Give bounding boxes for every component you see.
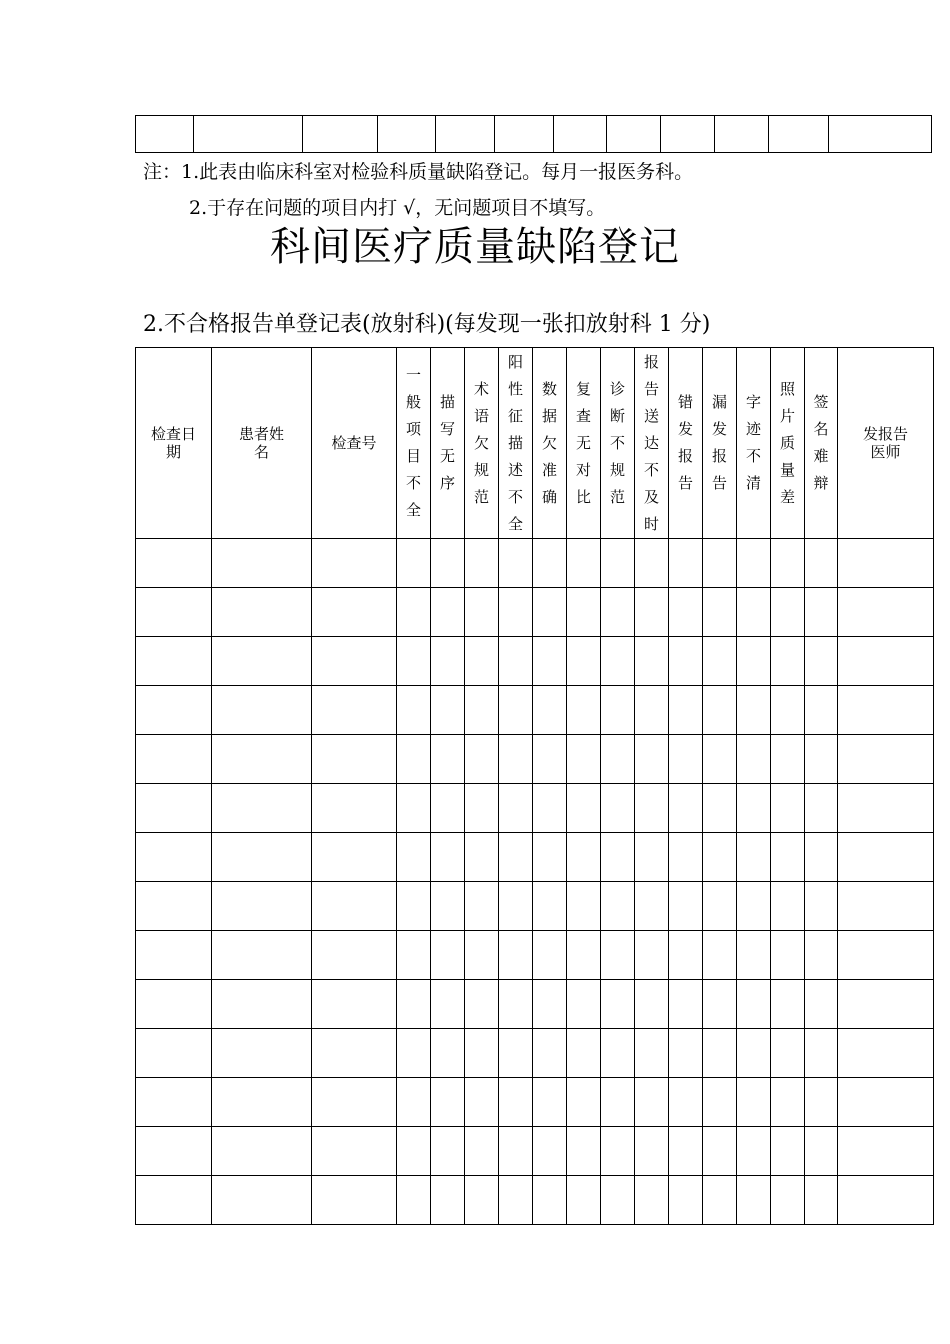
col-header-description-disordered: 描写无序 <box>431 348 465 539</box>
defect-register-table <box>135 347 934 1225</box>
table-cell[interactable] <box>805 1078 838 1127</box>
table-cell[interactable] <box>533 539 567 588</box>
table-cell[interactable] <box>669 784 703 833</box>
table-row <box>136 116 932 153</box>
table-cell[interactable] <box>533 833 567 882</box>
table-cell[interactable] <box>397 784 431 833</box>
table-cell[interactable] <box>136 735 212 784</box>
table-cell[interactable] <box>499 686 533 735</box>
col-header-diagnosis-nonstandard: 诊断不规范 <box>601 348 635 539</box>
table-cell[interactable] <box>669 686 703 735</box>
table-cell[interactable] <box>533 735 567 784</box>
table-cell[interactable] <box>703 735 737 784</box>
note-line-1: 注：1.此表由临床科室对检验科质量缺陷登记。每月一报医务科。 <box>143 161 694 183</box>
table-row <box>136 539 934 588</box>
table-cell[interactable] <box>805 539 838 588</box>
table-cell[interactable] <box>397 1029 431 1078</box>
table-cell[interactable] <box>212 1078 312 1127</box>
table-cell[interactable] <box>465 637 499 686</box>
table-cell[interactable] <box>312 931 397 980</box>
table-cell[interactable] <box>567 833 601 882</box>
table-cell[interactable] <box>771 980 805 1029</box>
table-cell[interactable] <box>669 1127 703 1176</box>
table-cell[interactable] <box>771 784 805 833</box>
col-header-patient-name: 患者姓名 <box>212 348 312 539</box>
table-cell[interactable] <box>212 686 312 735</box>
table-row <box>136 735 934 784</box>
table-cell[interactable] <box>212 833 312 882</box>
table-cell[interactable] <box>499 637 533 686</box>
table-cell[interactable] <box>533 1029 567 1078</box>
table-cell[interactable] <box>703 882 737 931</box>
table-cell[interactable] <box>397 588 431 637</box>
table-cell[interactable] <box>397 882 431 931</box>
table-cell[interactable] <box>212 1127 312 1176</box>
table-cell[interactable] <box>601 882 635 931</box>
col-header-data-inaccurate: 数据欠准确 <box>533 348 567 539</box>
previous-table-fragment <box>135 115 932 153</box>
table-cell[interactable] <box>635 1127 669 1176</box>
table-row <box>136 882 934 931</box>
table-cell[interactable] <box>635 833 669 882</box>
page-title: 科间医疗质量缺陷登记 <box>270 224 680 270</box>
table-cell[interactable] <box>771 637 805 686</box>
table-cell[interactable] <box>838 1078 934 1127</box>
table-cell[interactable] <box>136 980 212 1029</box>
table-cell[interactable] <box>601 1127 635 1176</box>
col-header-report-missed: 漏发报告 <box>703 348 737 539</box>
table-cell[interactable] <box>499 784 533 833</box>
table-cell[interactable] <box>499 1029 533 1078</box>
table-cell[interactable] <box>771 882 805 931</box>
table-cell[interactable] <box>805 882 838 931</box>
table-row <box>136 637 934 686</box>
table-cell[interactable] <box>431 931 465 980</box>
table-cell[interactable] <box>533 1127 567 1176</box>
table-cell[interactable] <box>635 1029 669 1078</box>
table-cell[interactable] <box>805 588 838 637</box>
table-cell[interactable] <box>737 784 771 833</box>
table-cell[interactable] <box>312 980 397 1029</box>
table-cell[interactable] <box>312 539 397 588</box>
table-cell[interactable] <box>465 882 499 931</box>
table-row <box>136 1176 934 1225</box>
table-cell[interactable] <box>703 833 737 882</box>
table-cell[interactable] <box>567 980 601 1029</box>
table-cell[interactable] <box>771 833 805 882</box>
table-cell[interactable] <box>838 784 934 833</box>
table-cell[interactable] <box>533 637 567 686</box>
table-cell[interactable] <box>635 1176 669 1225</box>
table-cell[interactable] <box>533 686 567 735</box>
table-cell[interactable] <box>567 637 601 686</box>
table-cell[interactable] <box>567 784 601 833</box>
table-cell[interactable] <box>669 833 703 882</box>
table-cell[interactable] <box>737 1127 771 1176</box>
table-cell[interactable] <box>601 686 635 735</box>
col-header-positive-signs-incomplete: 阳性征描述不全 <box>499 348 533 539</box>
table-cell[interactable] <box>669 980 703 1029</box>
table-cell[interactable] <box>669 931 703 980</box>
table-row <box>136 833 934 882</box>
note-line-2: 2.于存在问题的项目内打 √，无问题项目不填写。 <box>189 197 606 219</box>
table-cell[interactable] <box>499 1127 533 1176</box>
table-cell[interactable] <box>533 784 567 833</box>
table-cell[interactable] <box>703 980 737 1029</box>
table-cell[interactable] <box>431 686 465 735</box>
table-cell[interactable] <box>635 784 669 833</box>
table-cell[interactable] <box>212 931 312 980</box>
table-cell[interactable] <box>136 833 212 882</box>
table-cell[interactable] <box>465 833 499 882</box>
table-cell[interactable] <box>635 588 669 637</box>
table-cell[interactable] <box>465 588 499 637</box>
table-cell[interactable] <box>465 1078 499 1127</box>
table-cell[interactable] <box>499 980 533 1029</box>
table-cell[interactable] <box>805 1029 838 1078</box>
table-cell[interactable] <box>703 637 737 686</box>
table-cell[interactable] <box>312 637 397 686</box>
table-cell[interactable] <box>635 686 669 735</box>
table-cell[interactable] <box>312 833 397 882</box>
table-cell[interactable] <box>136 1078 212 1127</box>
table-cell[interactable] <box>465 1176 499 1225</box>
col-header-terminology-nonstandard: 术语欠规范 <box>465 348 499 539</box>
table-cell[interactable] <box>533 588 567 637</box>
table-cell[interactable] <box>533 980 567 1029</box>
table-cell[interactable] <box>136 1127 212 1176</box>
table-cell[interactable] <box>703 1029 737 1078</box>
table-cell[interactable] <box>212 735 312 784</box>
table-cell[interactable] <box>212 539 312 588</box>
header-row <box>136 348 934 539</box>
table-row <box>136 784 934 833</box>
table-cell[interactable] <box>703 784 737 833</box>
table-cell[interactable] <box>397 931 431 980</box>
table-cell[interactable] <box>703 539 737 588</box>
table-cell[interactable] <box>397 637 431 686</box>
table-cell[interactable] <box>567 1127 601 1176</box>
table-cell[interactable] <box>397 1078 431 1127</box>
table-cell[interactable] <box>567 735 601 784</box>
table-cell[interactable] <box>499 1078 533 1127</box>
table-cell[interactable] <box>669 637 703 686</box>
table-cell[interactable] <box>136 1029 212 1078</box>
table-cell[interactable] <box>136 882 212 931</box>
table-cell[interactable] <box>431 784 465 833</box>
table-cell[interactable] <box>635 931 669 980</box>
table-cell[interactable] <box>669 1029 703 1078</box>
table-cell[interactable] <box>805 833 838 882</box>
table-cell[interactable] <box>601 1078 635 1127</box>
table-cell[interactable] <box>805 686 838 735</box>
table-cell[interactable] <box>737 539 771 588</box>
table-cell[interactable] <box>838 637 934 686</box>
table-cell[interactable] <box>431 1029 465 1078</box>
table-cell[interactable] <box>601 833 635 882</box>
table-cell[interactable] <box>499 735 533 784</box>
table-cell[interactable] <box>703 686 737 735</box>
table-cell[interactable] <box>771 686 805 735</box>
table-cell[interactable] <box>567 1029 601 1078</box>
table-cell[interactable] <box>499 931 533 980</box>
table-cell[interactable] <box>771 539 805 588</box>
table-cell[interactable] <box>136 539 212 588</box>
table-cell[interactable] <box>465 686 499 735</box>
table-cell[interactable] <box>601 931 635 980</box>
table-row <box>136 1078 934 1127</box>
table-cell[interactable] <box>567 882 601 931</box>
table-cell[interactable] <box>805 784 838 833</box>
table-cell[interactable] <box>312 1176 397 1225</box>
table-cell[interactable] <box>567 1176 601 1225</box>
table-cell[interactable] <box>669 882 703 931</box>
table-cell[interactable] <box>601 1176 635 1225</box>
table-cell[interactable] <box>465 931 499 980</box>
table-cell[interactable] <box>601 784 635 833</box>
table-cell[interactable] <box>431 980 465 1029</box>
table-cell[interactable] <box>838 1127 934 1176</box>
table-cell[interactable] <box>397 539 431 588</box>
table-cell[interactable] <box>533 882 567 931</box>
table-cell[interactable] <box>771 588 805 637</box>
table-cell[interactable] <box>465 1029 499 1078</box>
table-cell[interactable] <box>703 1176 737 1225</box>
table-cell[interactable] <box>431 735 465 784</box>
table-cell[interactable] <box>771 1078 805 1127</box>
table-cell[interactable] <box>431 833 465 882</box>
table-cell[interactable] <box>737 686 771 735</box>
table-cell[interactable] <box>737 1029 771 1078</box>
table-cell[interactable] <box>601 1029 635 1078</box>
table-cell[interactable] <box>136 637 212 686</box>
table-cell[interactable] <box>212 1029 312 1078</box>
table-cell[interactable] <box>312 588 397 637</box>
table-cell[interactable] <box>312 882 397 931</box>
table-cell[interactable] <box>533 1176 567 1225</box>
table-cell[interactable] <box>465 1127 499 1176</box>
table-cell[interactable] <box>312 1127 397 1176</box>
table-cell[interactable] <box>805 1127 838 1176</box>
table-cell[interactable] <box>805 980 838 1029</box>
table-cell[interactable] <box>567 931 601 980</box>
col-header-recheck-no-comparison: 复查无对比 <box>567 348 601 539</box>
table-cell[interactable] <box>431 637 465 686</box>
table-cell[interactable] <box>431 1176 465 1225</box>
table-cell[interactable] <box>771 735 805 784</box>
table-cell[interactable] <box>397 980 431 1029</box>
table-cell[interactable] <box>737 833 771 882</box>
table-cell[interactable] <box>737 637 771 686</box>
table-cell[interactable] <box>397 1127 431 1176</box>
table-cell[interactable] <box>635 735 669 784</box>
table-row <box>136 1127 934 1176</box>
col-header-film-quality-poor: 照片质量差 <box>771 348 805 539</box>
table-cell[interactable] <box>136 686 212 735</box>
table-cell[interactable] <box>635 882 669 931</box>
table-cell[interactable] <box>465 784 499 833</box>
table-cell[interactable] <box>567 1078 601 1127</box>
table-row <box>136 588 934 637</box>
table-cell[interactable] <box>431 539 465 588</box>
table-cell[interactable] <box>397 686 431 735</box>
table-cell[interactable] <box>703 1078 737 1127</box>
table-row <box>136 686 934 735</box>
table-cell[interactable] <box>601 539 635 588</box>
table-cell[interactable] <box>669 588 703 637</box>
table-row <box>136 931 934 980</box>
table-cell[interactable] <box>567 686 601 735</box>
table-cell[interactable] <box>805 1176 838 1225</box>
col-header-report-delivery-late: 报告送达不及时 <box>635 348 669 539</box>
table-cell[interactable] <box>737 931 771 980</box>
table-cell[interactable] <box>601 588 635 637</box>
table-cell[interactable] <box>397 1176 431 1225</box>
table-cell[interactable] <box>771 1029 805 1078</box>
table-cell[interactable] <box>635 637 669 686</box>
table-cell[interactable] <box>601 735 635 784</box>
table-cell[interactable] <box>703 1127 737 1176</box>
table-cell[interactable] <box>838 588 934 637</box>
table-cell[interactable] <box>212 784 312 833</box>
table-cell[interactable] <box>669 1176 703 1225</box>
table-row <box>136 1029 934 1078</box>
table-cell[interactable] <box>212 980 312 1029</box>
table-cell[interactable] <box>499 833 533 882</box>
table-cell[interactable] <box>838 1176 934 1225</box>
table-cell[interactable] <box>838 539 934 588</box>
table-cell[interactable] <box>737 1176 771 1225</box>
table-cell[interactable] <box>397 735 431 784</box>
table-cell[interactable] <box>771 931 805 980</box>
table-cell[interactable] <box>838 833 934 882</box>
col-header-reporting-doctor: 发报告医师 <box>838 348 934 539</box>
table-cell[interactable] <box>212 1176 312 1225</box>
table-cell[interactable] <box>465 735 499 784</box>
table-cell[interactable] <box>533 1078 567 1127</box>
col-header-wrong-report-sent: 错发报告 <box>669 348 703 539</box>
table-cell[interactable] <box>838 686 934 735</box>
table-cell[interactable] <box>499 539 533 588</box>
table-cell[interactable] <box>838 931 934 980</box>
table-cell[interactable] <box>567 539 601 588</box>
col-header-signature-illegible: 签名难辩 <box>805 348 838 539</box>
table-cell[interactable] <box>838 882 934 931</box>
table-cell[interactable] <box>703 588 737 637</box>
table-cell[interactable] <box>431 1078 465 1127</box>
table-cell[interactable] <box>737 588 771 637</box>
table-cell[interactable] <box>465 980 499 1029</box>
table-cell[interactable] <box>737 980 771 1029</box>
table-cell[interactable] <box>737 735 771 784</box>
table-cell[interactable] <box>669 539 703 588</box>
table-cell[interactable] <box>805 931 838 980</box>
table-cell[interactable] <box>136 784 212 833</box>
table-cell[interactable] <box>567 588 601 637</box>
table-cell[interactable] <box>635 980 669 1029</box>
table-row <box>136 980 934 1029</box>
table-cell[interactable] <box>703 931 737 980</box>
col-header-handwriting-unclear: 字迹不清 <box>737 348 771 539</box>
table-cell[interactable] <box>771 1176 805 1225</box>
table-cell[interactable] <box>737 1078 771 1127</box>
table-cell[interactable] <box>312 1029 397 1078</box>
table-cell[interactable] <box>312 1078 397 1127</box>
table-cell[interactable] <box>312 686 397 735</box>
table-cell[interactable] <box>212 588 312 637</box>
table-cell[interactable] <box>737 882 771 931</box>
table-cell[interactable] <box>499 1176 533 1225</box>
table-cell[interactable] <box>212 637 312 686</box>
table-cell[interactable] <box>771 1127 805 1176</box>
col-header-exam-date: 检查日期 <box>136 348 212 539</box>
table-cell[interactable] <box>669 735 703 784</box>
table-cell[interactable] <box>635 539 669 588</box>
table-cell[interactable] <box>465 539 499 588</box>
table-cell[interactable] <box>312 784 397 833</box>
table-cell[interactable] <box>805 637 838 686</box>
table-cell[interactable] <box>136 588 212 637</box>
table-cell[interactable] <box>669 1078 703 1127</box>
table-cell[interactable] <box>601 637 635 686</box>
table-body <box>136 539 934 1225</box>
table-cell[interactable] <box>212 882 312 931</box>
table-cell[interactable] <box>136 931 212 980</box>
table-cell[interactable] <box>499 588 533 637</box>
table-caption: 2.不合格报告单登记表(放射科)(每发现一张扣放射科 1 分) <box>143 312 711 337</box>
table-cell[interactable] <box>601 980 635 1029</box>
table-cell[interactable] <box>838 1029 934 1078</box>
col-header-exam-number: 检查号 <box>312 348 397 539</box>
table-cell[interactable] <box>431 588 465 637</box>
table-cell[interactable] <box>838 980 934 1029</box>
table-cell[interactable] <box>533 931 567 980</box>
table-cell[interactable] <box>838 735 934 784</box>
table-cell[interactable] <box>635 1078 669 1127</box>
table-cell[interactable] <box>136 1176 212 1225</box>
table-cell[interactable] <box>312 735 397 784</box>
table-cell[interactable] <box>805 735 838 784</box>
table-cell[interactable] <box>499 882 533 931</box>
table-cell[interactable] <box>397 833 431 882</box>
col-header-general-items-incomplete: 一般项目不全 <box>397 348 431 539</box>
table-cell[interactable] <box>431 1127 465 1176</box>
table-cell[interactable] <box>431 882 465 931</box>
